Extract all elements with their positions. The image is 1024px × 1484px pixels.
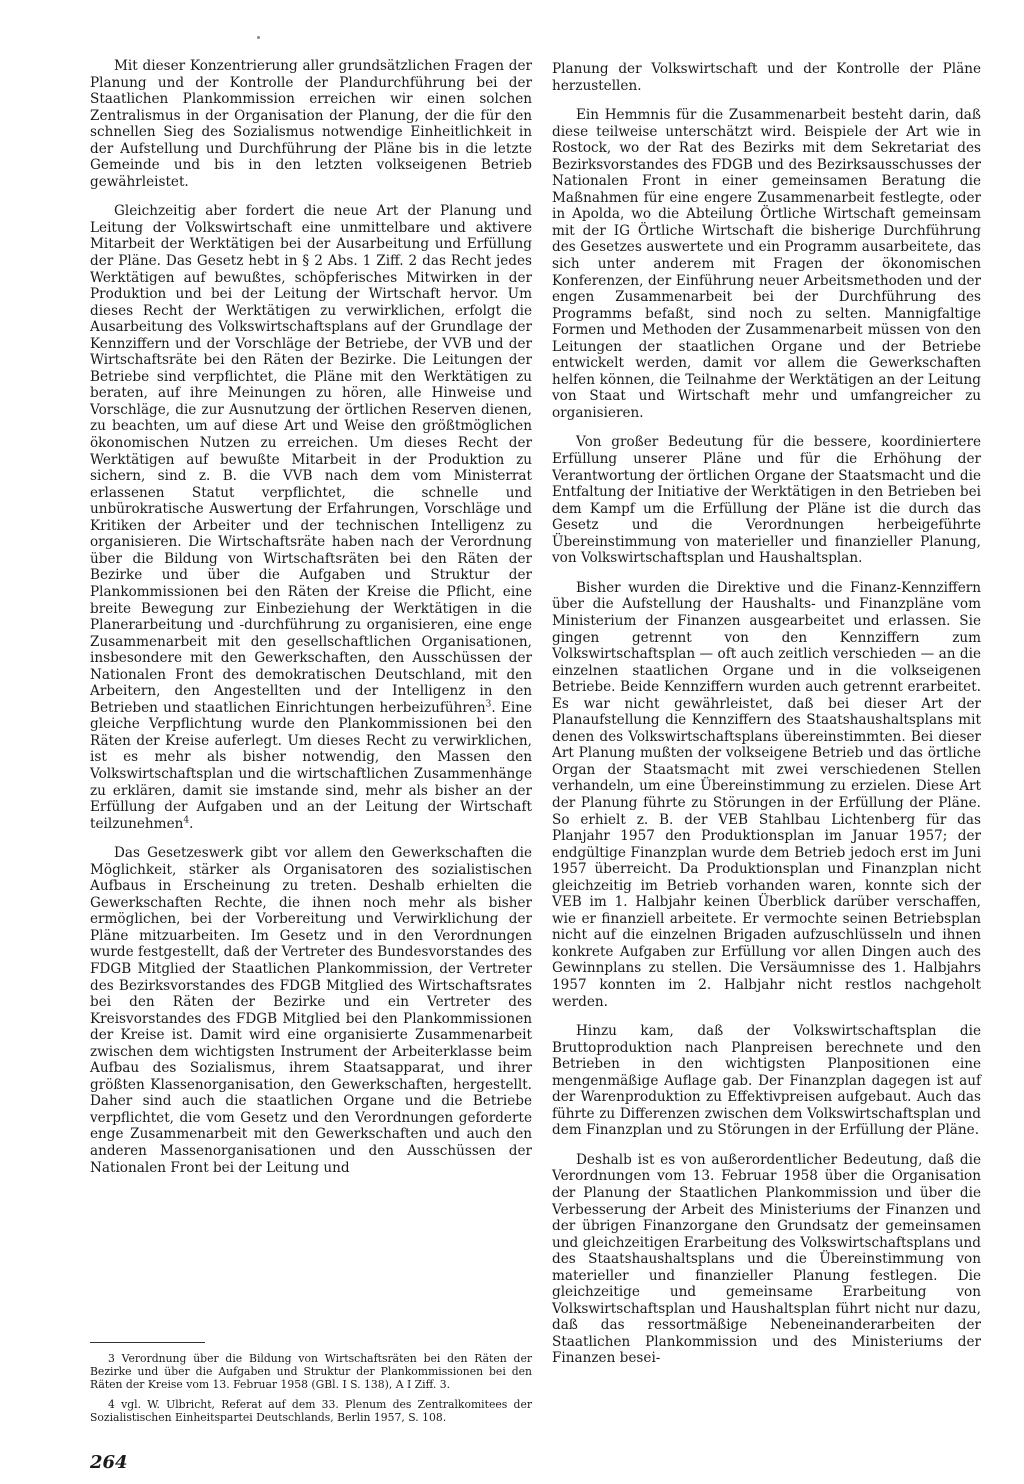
paragraph: Gleichzeitig aber fordert die neue Art der Planung und Leitung der Volkswirtschaft eine unmittelbare und aktivere Mitarbeit der Werktätigen bei der Ausarbeitung und Erfüllung der Pläne. Das Gesetz hebt in § 2 Abs. 1 Ziff. 2 das Recht jedes Werktätigen auf bewußtes, schöpferisches Mitwirken in der Produktion und bei der Leitung der Wirtschaft hervor. Um dieses Recht der Werktätigen zu verwirklichen, erfolgt die Ausarbeitung des Volkswirtschaftsplans auf der Grundlage der Kennziffern und der Vorschläge der Betriebe, der VVB und der Wirtschaftsräte bei den Räten der Bezirke. Die Leitungen der Betriebe sind verpflichtet, die Pläne mit den Werktätigen zu beraten, auf ihre Meinungen zu hören, alle Hinweise und Vorschläge, die zur Ausnutzung der örtlichen Reserven dienen, zu beachten, um auf diese Art und Weise den größtmöglichen ökonomischen Nutzen zu erreichen. Um dieses Recht der Werktätigen auf bewußte Mitarbeit in der Produktion zu sichern, sind z. B. die VVB nach dem vom Ministerrat erlassenen Statut verpflichtet, die schnelle und unbürokratische Auswertung der Erfahrungen, Vorschläge und Kritiken der Arbeiter und der technischen Intelligenz zu organisieren. Die Wirtschaftsräte haben nach der Verordnung über die Bildung von Wirtschaftsräten bei den Räten der Bezirke und über die Aufgaben und Struktur der Plankommissionen bei den Räten der Kreise die Pflicht, eine breite Bewegung zur Einbeziehung der Werktätigen in die Planerarbeitung und -durchführung zu organisieren, eine enge Zusammenarbeit mit den gesellschaftlichen Organisationen, insbesondere mit den Gewerkschaften, den Ausschüssen der Nationalen Front des demokratischen Deutschland, mit den Arbeitern, den Angestellten und der Intelligenz in den Betrieben und staatlichen Einrichtungen herbeizuführen$^3$. Eine gleiche Verpflichtung wurde den Plankommissionen bei den Räten der Kreise auferlegt. Um dieses Recht zu verwirklichen, ist es mehr als bisher notwendig, den Massen den Volkswirtschaftsplan und die wirtschaftlichen Zusammenhänge zu erklären, damit sie imstande sind, mehr als bisher an der Erfüllung der Aufgaben und an der Leitung der Wirtschaft teilzunehmen$^4$. (90, 203, 532, 832)
paragraph: Hinzu kam, daß der Volkswirtschaftsplan die Bruttoproduktion nach Planpreisen berechnete und den Betrieben in den wichtigsten Planpositionen eine mengenmäßige Auflage gab. Der Finanzplan dagegen ist auf der Warenproduktion zu Effektivpreisen aufgebaut. Auch das führte zu Differenzen zwischen dem Volkswirtschaftsplan und dem Finanzplan und zu Störungen in der Erfüllung der Pläne. (552, 1023, 981, 1139)
page-number: 264 (90, 1452, 128, 1473)
paragraph: Ein Hemmnis für die Zusammenarbeit besteht darin, daß diese teilweise unterschätzt wird. Beispiele der Art wie in Rostock, wo der Rat des Bezirks mit dem Sekretariat des Bezirksvorstandes des FDGB und des Bezirksausschusses der Nationalen Front in einer gemeinsamen Beratung die Maßnahmen für eine engere Zusammenarbeit festlegte, oder in Apolda, wo die Abteilung Örtliche Wirtschaft gemeinsam mit der IG Örtliche Wirtschaft die bisherige Durchführung des Gesetzes auswertete und ein Programm ausarbeitete, das sich unter anderem mit Fragen der ökonomischen Konferenzen, der Einführung neuer Arbeitsmethoden und der engen Zusammenarbeit bei der Durchführung des Programms befaßt, sind noch zu selten. Mannigfaltige Formen und Methoden der Zusammenarbeit müssen von den Leitungen der staatlichen Organe und der Betriebe entwickelt werden, damit vor allem die Gewerkschaften helfen können, die Teilnahme der Werktätigen an der Leitung von Staat und Wirtschaft mehr und umfangreicher zu organisieren. (552, 107, 981, 421)
paragraph-text: Gleichzeitig aber fordert die neue Art der Planung und Leitung der Volkswirtschaft eine unmittelbare und aktivere Mitarbeit der Werktätigen bei der Ausarbeitung und Erfüllung der Pläne. Das Gesetz hebt in § 2 Abs. 1 Ziff. 2 das Recht jedes Werktätigen auf bewußtes, schöpferisches Mitwirken in der Produktion und bei der Leitung der Wirtschaft hervor. Um dieses Recht der Werktätigen zu verwirklichen, erfolgt die Ausarbeitung des Volkswirtschaftsplans auf der Grundlage der Kennziffern und der Vorschläge der Betriebe, der VVB und der Wirtschaftsräte bei den Räten der Bezirke. Die Leitungen der Betriebe sind verpflichtet, die Pläne mit den Werktätigen zu beraten, auf ihre Meinungen zu hören, alle Hinweise und Vorschläge, die zur Ausnutzung der örtlichen Reserven dienen, zu beachten, um auf diese Art und Weise den größtmöglichen ökonomischen Nutzen zu erreichen. Um dieses Recht der Werktätigen auf bewußte Mitarbeit in der Produktion zu sichern, sind z. B. die VVB nach dem vom Ministerrat erlassenen Statut verpflichtet, die schnelle und unbürokratische Auswertung der Erfahrungen, Vorschläge und Kritiken der Arbeiter und der technischen Intelligenz zu organisieren. Die Wirtschaftsräte haben nach der Verordnung über die Bildung von Wirtschaftsräten bei den Räten der Bezirke und über die Aufgaben und Struktur der Plankommissionen bei den Räten der Kreise die Pflicht, eine breite Bewegung zur Einbeziehung der Werktätigen in die Planerarbeitung und -durchführung zu organisieren, eine enge Zusammenarbeit mit den gesellschaftlichen Organisationen, insbesondere mit den Gewerkschaften, den Ausschüssen der Nationalen Front des demokratischen Deutschland, mit den Arbeitern, den Angestellten und der Intelligenz in den Betrieben und staatlichen Einrichtungen herbeizuführen (90, 203, 532, 716)
print-speck (257, 36, 260, 39)
paragraph: Das Gesetzeswerk gibt vor allem den Gewerkschaften die Möglichkeit, stärker als Organisatoren des sozialistischen Aufbaus in Erscheinung zu treten. Deshalb erhielten die Gewerkschaften Rechte, die ihnen noch mehr als bisher ermöglichen, bei der Vorbereitung und Verwirklichung der Pläne mitzuarbeiten. Im Gesetz und in den Verordnungen wurde festgestellt, daß der Vertreter des Bundesvorstandes des FDGB Mitglied der Staatlichen Plankommission, der Vertreter des Bezirksvorstandes des FDGB Mitglied des Wirtschaftsrates bei den Räten der Bezirke und ein Vertreter des Kreisvorstandes des FDGB Mitglied bei den Plankommissionen der Kreise ist. Damit wird eine organisierte Zusammenarbeit zwischen dem wichtigsten Instrument der Arbeiterklasse beim Aufbau des Sozialismus, ihrem Staatsapparat, und ihrer größten Klassenorganisation, den Gewerkschaften, hergestellt. Daher sind auch die staatlichen Organe und die Betriebe verpflichtet, die vom Gesetz und den Verordnungen geforderte enge Zusammenarbeit mit den Gewerkschaften und auch den anderen Massenorganisationen und den Ausschüssen der Nationalen Front bei der Leitung und (90, 845, 532, 1176)
paragraph: Mit dieser Konzentrierung aller grundsätzlichen Fragen der Planung und der Kontrolle der Plandurchführung bei der Staatlichen Plankommission erreichen wir einen solchen Zentralismus in der Organisation der Planung, der die für den schnellen Sieg des Sozialismus notwendige Einheitlichkeit in der Aufstellung und Durchführung der Pläne bis in die letzte Gemeinde und bis in den letzten volkseigenen Betrieb gewährleistet. (90, 58, 532, 190)
paragraph: Bisher wurden die Direktive und die Finanz-Kennziffern über die Aufstellung der Haushalts- und Finanzpläne vom Ministerium der Finanzen ausgearbeitet und erlassen. Sie gingen getrennt von den Kennziffern zum Volkswirtschaftsplan — oft auch zeitlich verschieden — an die einzelnen staatlichen Organe und in die volkseigenen Betriebe. Beide Kennziffern wurden auch getrennt erarbeitet. Es war nicht gewährleistet, daß bei dieser Art der Planaufstellung die Kennziffern des Staatshaushaltsplans mit denen des Volkswirtschaftsplans übereinstimmten. Bei dieser Art Planung mußten der volkseigene Betrieb und das örtliche Organ der Staatsmacht mit zwei verschiedenen Stellen verhandeln, um eine Übereinstimmung zu erzielen. Diese Art der Planung führte zu Störungen in der Erfüllung der Pläne. So erhielt z. B. der VEB Stahlbau Lichtenberg für das Planjahr 1957 den Produktionsplan im Januar 1957; der endgültige Finanzplan wurde dem Betrieb jedoch erst im Juni 1957 überreicht. Da Produktionsplan und Finanzplan nicht gleichzeitig im Betrieb vorhanden waren, konnte sich der VEB im 1. Halbjahr keinen Überblick darüber verschaffen, wie er finanziell arbeitete. Er vermochte seinen Betriebsplan nicht auf die einzelnen Brigaden aufzuschlüsseln und ihnen konkrete Aufgaben zur Erfüllung vor allen Dingen auch des Gewinnplans zu stellen. Die Versäumnisse des 1. Halbjahrs 1957 konnten im 2. Halbjahr nicht restlos nachgeholt werden. (552, 579, 981, 1010)
footnotes (90, 1352, 532, 1431)
footnote-mark: 4 (183, 815, 190, 826)
footnote: 4 vgl. W. Ulbricht, Referat auf dem 33. Plenum des Zentralkomitees der Sozialistischen Einheitspartei Deutschlands, Berlin 1957, S. 108. (90, 1398, 532, 1425)
footnote-divider (90, 1342, 205, 1343)
paragraph: Von großer Bedeutung für die bessere, koordiniertere Erfüllung unserer Pläne und für die Erhöhung der Verantwortung der örtlichen Organe der Staatsmacht und die Entfaltung der Initiative der Werktätigen in den Betrieben bei dem Kampf um die Erfüllung der Pläne ist die durch das Gesetz und die Verordnungen herbeigeführte Übereinstimmung von materieller und finanzieller Planung, von Volkswirtschaftsplan und Haushaltsplan. (552, 434, 981, 567)
footnote-mark: 3 (485, 699, 492, 710)
paragraph: Planung der Volkswirtschaft und der Kontrolle der Pläne herzustellen. (552, 61, 981, 94)
left-column (90, 58, 532, 1189)
paragraph-text: Eine gleiche Verpflichtung wurde den Plankommissionen bei den Räten der Kreise auferlegt. Um dieses Recht zu verwirklichen, ist es mehr als bisher notwendig, den Massen den Volkswirtschaftsplan und die wirtschaftlichen Zusammenhänge zu erklären, damit sie imstande sind, mehr als bisher an der Erfüllung der Aufgaben und an der Leitung der Wirtschaft teilzunehmen (90, 699, 532, 832)
paragraph: Deshalb ist es von außerordentlicher Bedeutung, daß die Verordnungen vom 13. Februar 1958 über die Organisation der Planung der Staatlichen Plankommission und über die Verbesserung der Arbeit des Ministeriums der Finanzen und der übrigen Finanzorgane den Grundsatz der gemeinsamen und gleichzeitigen Erarbeitung des Volkswirtschaftsplans und des Staatshaushaltsplans und die Übereinstimmung von materieller und finanzieller Planung festlegen. Die gleichzeitige und gemeinsame Erarbeitung von Volkswirtschaftsplan und Haushaltsplan führt nicht nur dazu, daß das ressortmäßige Nebeneinanderarbeiten der Staatlichen Plankommission und des Ministeriums der Finanzen besei- (552, 1151, 981, 1367)
footnote: 3 Verordnung über die Bildung von Wirtschaftsräten bei den Räten der Bezirke und über die Aufgaben und Struktur der Plankommissionen bei den Räten der Kreise vom 13. Februar 1958 (GBl. I S. 138), A I Ziff. 3. (90, 1352, 532, 1392)
right-column (552, 61, 981, 1380)
